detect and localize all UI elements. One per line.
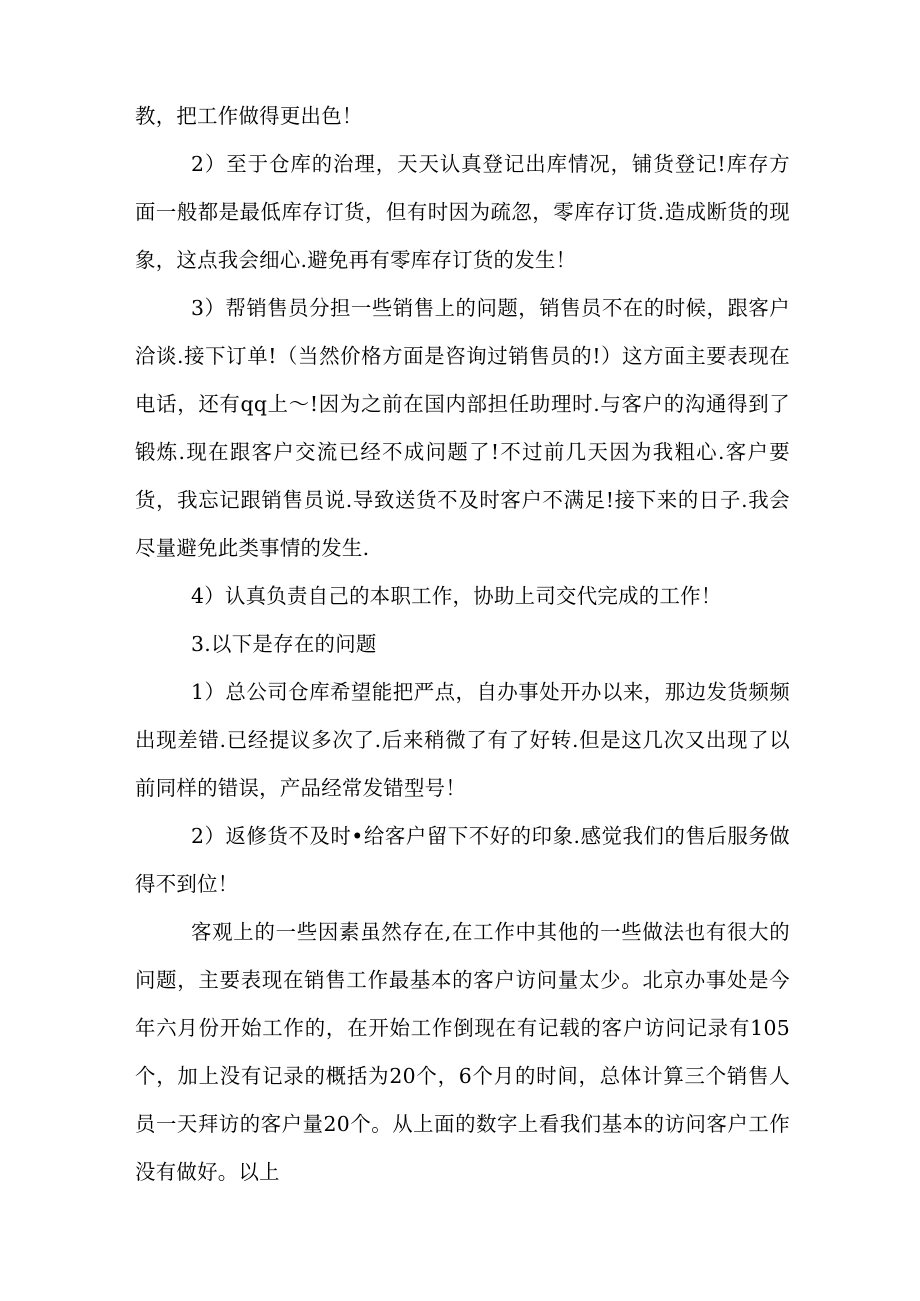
document-body: [135, 92, 790, 1196]
paragraph-problem-1: 1）总公司仓库希望能把严点，自办事处开办以来，那边发货频频出现差错.已经提议多次了.后来稍微了有了好转.但是这几次又出现了以前同样的错误，产品经常发错型号！: [135, 680, 790, 800]
paragraph-summary: 客观上的一些因素虽然存在,在工作中其他的一些做法也有很大的问题，主要表现在销售工作最基本的客户访问量太少。北京办事处是今年六月份开始工作的，在开始工作倒现在有记载的客户访问记录有105个，加上没有记录的概括为20个，6个月的时间，总体计算三个销售人员一天拜访的客户量20个。从上面的数字上看我们基本的访问客户工作没有做好。以上: [135, 920, 790, 1184]
paragraph-item-4: 4）认真负责自己的本职工作，协助上司交代完成的工作！: [191, 584, 722, 608]
section-heading-problems: 3.以下是存在的问题: [191, 632, 377, 656]
paragraph-item-3: 3）帮销售员分担一些销售上的问题，销售员不在的时候，跟客户洽谈.接下订单!（当然价格方面是咨询过销售员的!）这方面主要表现在电话，还有qq上～!因为之前在国内部担任助理时.与客户的沟通得到了锻炼.现在跟客户交流已经不成问题了!不过前几天因为我粗心.客户要货，我忘记跟销售员说.导致送货不及时客户不满足!接下来的日子.我会尽量避免此类事情的发生.: [135, 296, 790, 560]
paragraph-problem-2: 2）返修货不及时•给客户留下不好的印象.感觉我们的售后服务做得不到位！: [135, 824, 790, 896]
paragraph-continuation: 教，把工作做得更出色！: [135, 104, 363, 128]
paragraph-item-2: 2）至于仓库的治理，天天认真登记出库情况，铺货登记!库存方面一般都是最低库存订货，但有时因为疏忽，零库存订货.造成断货的现象，这点我会细心.避免再有零库存订货的发生！: [135, 152, 790, 272]
